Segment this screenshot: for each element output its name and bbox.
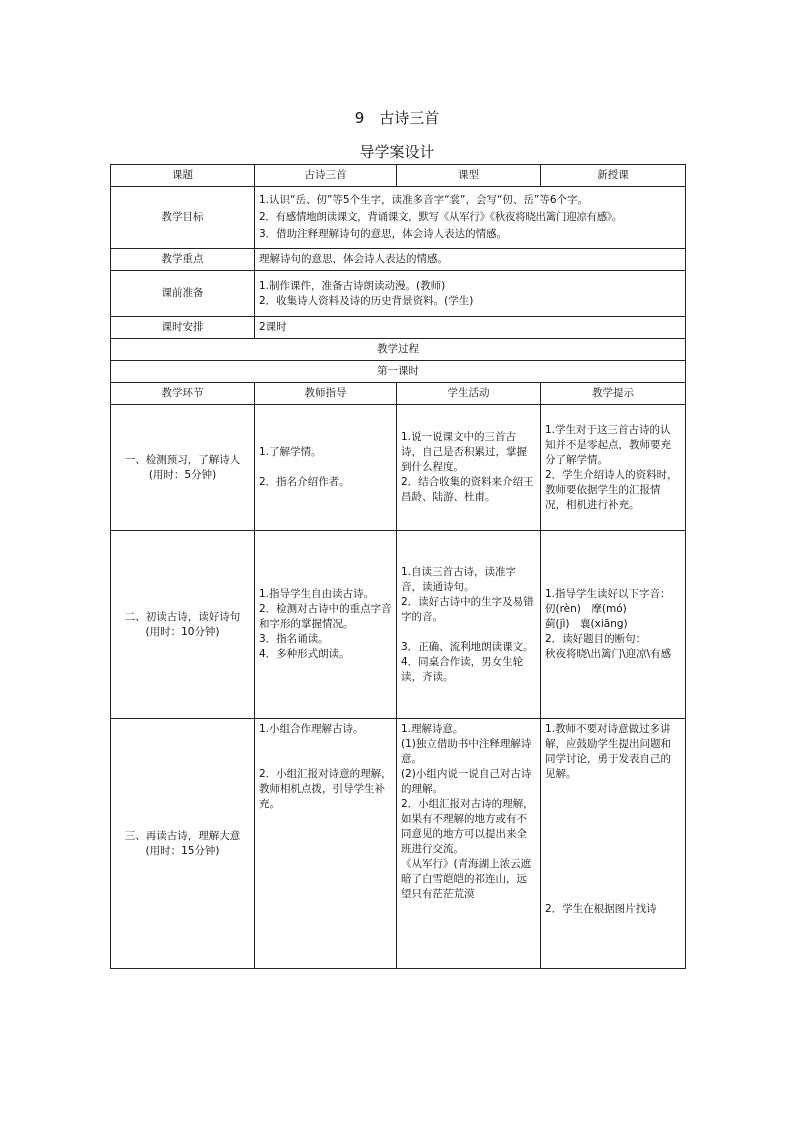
student-cell — [397, 531, 541, 719]
teacher-item: 4．多种形式朗读。 — [259, 648, 350, 660]
lesson-plan-table — [110, 164, 686, 969]
topic-value: 古诗三首 — [255, 165, 397, 187]
stage-duration: (用时：15分钟) — [145, 844, 220, 857]
tips-item: 1.教师不要对诗意做过多讲解，应鼓励学生提出问题和同学讨论，勇于发表自己的见解。 — [545, 723, 671, 780]
teacher-item: 2．指名介绍作者。 — [259, 476, 350, 488]
tips-item: 秋夜将晓\出篱门\迎凉\有感 — [545, 648, 672, 660]
lesson-row — [111, 361, 686, 383]
stage-name: 一、检测预习，了解诗人 — [124, 453, 241, 466]
process-title-row — [111, 339, 686, 361]
info-row-topic — [111, 165, 686, 187]
process-title: 教学过程 — [111, 339, 686, 361]
stage-cell — [111, 531, 255, 719]
info-row-goals — [111, 187, 686, 249]
info-row-prep — [111, 271, 686, 317]
tips-cell — [541, 405, 686, 531]
process-row — [111, 405, 686, 531]
student-item: 《从军行》(青海湖上浓云遮暗了白雪皑皑的祁连山，远望只有茫茫荒漠 — [401, 858, 532, 900]
student-item: 3．正确、流利地朗读课文。 — [401, 640, 534, 653]
stage-cell — [111, 719, 255, 969]
teacher-cell — [255, 531, 397, 719]
tips-item: 仞(rèn) 摩(mó) — [545, 603, 627, 615]
info-row-time — [111, 317, 686, 339]
tips-cell — [541, 719, 686, 969]
student-item: (1)独立借助书中注释理解诗意。 — [401, 738, 532, 765]
stage-name: 三、再读古诗，理解大意 — [124, 829, 241, 842]
student-item: 2．结合收集的资料来介绍王昌龄、陆游、杜甫。 — [401, 476, 534, 503]
process-row — [111, 531, 686, 719]
teacher-item: 3．指名诵读。 — [259, 633, 329, 645]
tips-item: 2．学生在根据图片找诗 — [545, 903, 657, 915]
goal-item: 1.认识“岳、仞”等5个生字，读准多音字“裳”，会写“仞、岳”等6个字。 — [259, 194, 589, 206]
prep-item: 2．收集诗人资料及诗的历史背景资料。(学生) — [259, 294, 474, 307]
student-item: (2)小组内说一说自己对古诗的理解。 — [401, 768, 532, 795]
tips-item: 2．读好题目的断句： — [545, 633, 647, 645]
teacher-cell — [255, 405, 397, 531]
goal-item: 3．借助注释理解诗句的意思，体会诗人表达的情感。 — [259, 228, 508, 240]
tips-item: 蓟(jì) 襄(xiāng) — [545, 618, 628, 630]
lesson-label: 第一课时 — [111, 361, 686, 383]
student-cell — [397, 719, 541, 969]
time-label: 课时安排 — [111, 317, 255, 339]
header-teacher: 教师指导 — [255, 383, 397, 405]
goal-list — [255, 187, 686, 249]
process-row — [111, 719, 686, 969]
process-header-row — [111, 383, 686, 405]
student-item: 4．同桌合作读，男女生轮读，齐读。 — [401, 655, 524, 683]
header-stage: 教学环节 — [111, 383, 255, 405]
time-text: 2课时 — [255, 317, 686, 339]
lesson-title: 9 古诗三首 — [354, 109, 440, 127]
stage-duration: (用时：10分钟) — [145, 625, 220, 638]
info-row-key — [111, 249, 686, 271]
student-item: 2．读好古诗中的生字及易错字的音。 — [401, 595, 534, 623]
student-item: 1.自读三首古诗，读准字音，读通诗句。 — [401, 565, 517, 593]
prep-item: 1.制作课件，准备古诗朗读动漫。(教师) — [259, 279, 446, 292]
goal-item: 2．有感情地朗读课文，背诵课文，默写《从军行》《秋夜将晓出篱门迎凉有感》。 — [259, 211, 623, 223]
stage-cell — [111, 405, 255, 531]
teacher-item: 1.小组合作理解古诗。 — [259, 723, 364, 735]
lesson-type-value: 新授课 — [541, 165, 686, 187]
teacher-cell — [255, 719, 397, 969]
key-label: 教学重点 — [111, 249, 255, 271]
tips-item: 1.指导学生读好以下字音： — [545, 588, 671, 600]
stage-duration: (用时：5分钟) — [148, 468, 217, 481]
student-item: 1.理解诗意。 — [401, 723, 464, 735]
teacher-item: 2．小组汇报对诗意的理解，教师相机点拨，引导学生补充。 — [259, 768, 392, 810]
teacher-item: 1.指导学生自由读古诗。 — [259, 588, 375, 600]
document-subtitle: 导学案设计 — [359, 143, 435, 161]
tips-item: 1.学生对于这三首古诗的认知并不是零起点，教师要充分了解学情。 — [545, 423, 671, 466]
header-tips: 教学提示 — [541, 383, 686, 405]
tips-item: 2．学生介绍诗人的资料时，教师要依据学生的汇报情况，相机进行补充。 — [545, 468, 678, 511]
student-item: 2．小组汇报对古诗的理解，如果有不理解的地方或有不同意见的地方可以提出来全班进行交流。 — [401, 798, 534, 855]
prep-label: 课前准备 — [111, 271, 255, 317]
tips-cell — [541, 531, 686, 719]
lesson-type-label: 课型 — [397, 165, 541, 187]
student-cell — [397, 405, 541, 531]
prep-list — [255, 271, 686, 317]
student-item: 1.说一说课文中的三首古诗，自己是否积累过，掌握到什么程度。 — [401, 431, 527, 473]
key-text: 理解诗句的意思，体会诗人表达的情感。 — [255, 249, 686, 271]
stage-name: 二、初读古诗，读好诗句 — [124, 610, 241, 623]
goal-label: 教学目标 — [111, 187, 255, 249]
teacher-item: 2．检测对古诗中的重点字音和字形的掌握情况。 — [259, 603, 392, 630]
header-student: 学生活动 — [397, 383, 541, 405]
teacher-item: 1.了解学情。 — [259, 446, 322, 458]
topic-label: 课题 — [111, 165, 255, 187]
